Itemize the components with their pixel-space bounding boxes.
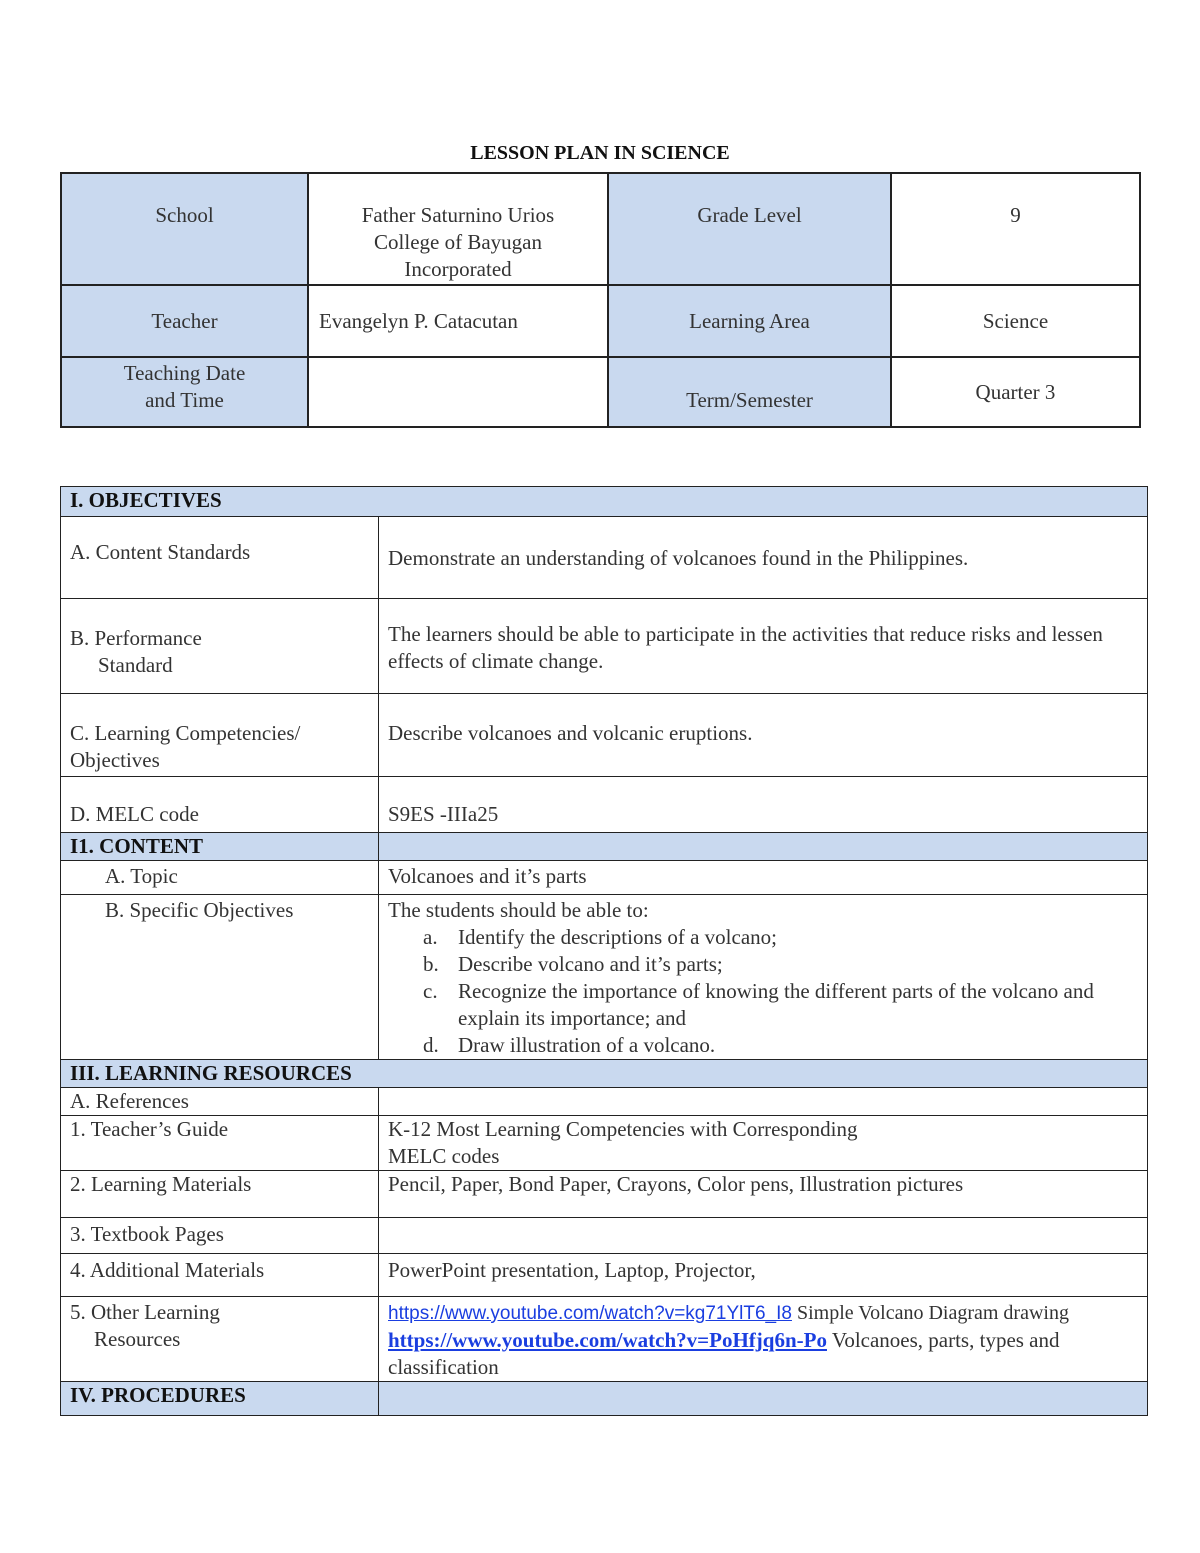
specific-objectives-value-cell bbox=[379, 895, 1148, 1060]
topic-value-cell bbox=[379, 861, 1148, 895]
page-title: LESSON PLAN IN SCIENCE bbox=[470, 142, 730, 164]
list-item bbox=[423, 1032, 1138, 1059]
teachers-guide-value-line-2: MELC codes bbox=[388, 1144, 500, 1168]
term-label-cell bbox=[608, 357, 891, 427]
melc-value: S9ES -IIIa25 bbox=[388, 802, 499, 826]
content-heading-cell bbox=[61, 833, 379, 861]
grade-value-cell bbox=[891, 173, 1140, 285]
term-label: Term/Semester bbox=[686, 388, 813, 412]
list-item-text: Draw illustration of a volcano. bbox=[458, 1033, 716, 1057]
date-label-cell bbox=[61, 357, 308, 427]
list-marker: d. bbox=[423, 1033, 439, 1057]
performance-label-line-2: Standard bbox=[98, 653, 173, 677]
school-label-cell bbox=[61, 173, 308, 285]
references-label-cell bbox=[61, 1088, 379, 1116]
area-value-cell bbox=[891, 285, 1140, 357]
list-marker: b. bbox=[423, 952, 439, 976]
specific-objectives-label: B. Specific Objectives bbox=[105, 898, 294, 922]
melc-label: D. MELC code bbox=[70, 802, 199, 826]
term-value: Quarter 3 bbox=[975, 379, 1056, 404]
school-label: School bbox=[155, 203, 214, 227]
school-value-cell bbox=[308, 173, 608, 285]
school-value-line-3: Incorporated bbox=[404, 257, 512, 281]
list-marker: c. bbox=[423, 979, 438, 1003]
competencies-value: Describe volcanoes and volcanic eruptions. bbox=[388, 721, 753, 745]
learning-materials-label: 2. Learning Materials bbox=[70, 1172, 252, 1196]
topic-label: A. Topic bbox=[105, 864, 178, 888]
additional-materials-label: 4. Additional Materials bbox=[70, 1258, 265, 1282]
additional-materials-value-cell bbox=[379, 1254, 1148, 1297]
procedures-heading-cell bbox=[61, 1382, 379, 1416]
other-resources-label-line-1: 5. Other Learning bbox=[70, 1300, 220, 1324]
youtube-link-1[interactable]: https://www.youtube.com/watch?v=kg71YlT6_I8 bbox=[388, 1303, 792, 1324]
topic-label-cell bbox=[61, 861, 379, 895]
grade-label-cell bbox=[608, 173, 891, 285]
competencies-label: C. Learning Competencies/ Objectives bbox=[70, 721, 301, 772]
list-item bbox=[423, 924, 1138, 951]
content-standards-label: A. Content Standards bbox=[70, 540, 251, 564]
list-item-text: Identify the descriptions of a volcano; bbox=[458, 925, 777, 949]
references-label: A. References bbox=[70, 1089, 189, 1113]
objectives-heading: I. OBJECTIVES bbox=[70, 488, 222, 512]
specific-objectives-list bbox=[388, 924, 1138, 1059]
list-item-text: Recognize the importance of knowing the different parts of the volcano and explain its importance; and bbox=[458, 979, 1094, 1030]
specific-objectives-label-cell bbox=[61, 895, 379, 1060]
objectives-heading-cell bbox=[61, 487, 1148, 517]
list-item bbox=[423, 978, 1138, 1032]
learning-materials-value: Pencil, Paper, Bond Paper, Crayons, Color pens, Illustration pictures bbox=[388, 1172, 964, 1196]
teacher-label: Teacher bbox=[151, 308, 218, 333]
content-standards-value: Demonstrate an understanding of volcanoes found in the Philippines. bbox=[388, 546, 969, 570]
teachers-guide-value-line-1: K-12 Most Learning Competencies with Corresponding bbox=[388, 1117, 858, 1141]
youtube-link-2-description: Volcanoes, parts, types and classification bbox=[388, 1328, 1060, 1379]
competencies-label-cell bbox=[61, 694, 379, 777]
area-value: Science bbox=[982, 308, 1049, 333]
date-label-line-1: Teaching Date bbox=[123, 361, 246, 385]
melc-label-cell bbox=[61, 777, 379, 833]
term-value-cell bbox=[891, 357, 1140, 427]
other-resources-label-cell bbox=[61, 1297, 379, 1382]
textbook-pages-value-cell bbox=[379, 1218, 1148, 1254]
header-table bbox=[60, 172, 1141, 428]
lesson-plan-table bbox=[60, 486, 1148, 1416]
references-value-cell bbox=[379, 1088, 1148, 1116]
learning-materials-label-cell bbox=[61, 1171, 379, 1218]
performance-value-cell bbox=[379, 599, 1148, 694]
date-label-line-2: and Time bbox=[145, 388, 224, 412]
melc-value-cell bbox=[379, 777, 1148, 833]
list-item bbox=[423, 951, 1138, 978]
performance-label-line-1: B. Performance bbox=[70, 626, 202, 650]
area-label: Learning Area bbox=[689, 308, 810, 333]
specific-objectives-intro: The students should be able to: bbox=[388, 898, 649, 922]
teacher-value: Evangelyn P. Catacutan bbox=[319, 309, 518, 333]
additional-materials-label-cell bbox=[61, 1254, 379, 1297]
area-label-cell bbox=[608, 285, 891, 357]
textbook-pages-label-cell bbox=[61, 1218, 379, 1254]
school-value-line-1: Father Saturnino Urios bbox=[361, 203, 555, 227]
other-resources-value-cell bbox=[379, 1297, 1148, 1382]
teachers-guide-value-cell bbox=[379, 1116, 1148, 1171]
topic-value: Volcanoes and it’s parts bbox=[388, 864, 587, 888]
procedures-heading: IV. PROCEDURES bbox=[70, 1383, 246, 1407]
content-heading: I1. CONTENT bbox=[70, 834, 204, 858]
teacher-label-cell bbox=[61, 285, 308, 357]
grade-value: 9 bbox=[1010, 203, 1021, 227]
resources-heading-cell bbox=[61, 1060, 1148, 1088]
performance-value: The learners should be able to participate in the activities that reduce risks and lessen effects of climate change. bbox=[388, 622, 1103, 673]
performance-label-cell bbox=[61, 599, 379, 694]
learning-materials-value-cell bbox=[379, 1171, 1148, 1218]
youtube-link-1-description: Simple Volcano Diagram drawing bbox=[791, 1302, 1069, 1324]
teachers-guide-label-cell bbox=[61, 1116, 379, 1171]
content-standards-value-cell bbox=[379, 517, 1148, 599]
additional-materials-value: PowerPoint presentation, Laptop, Projector, bbox=[388, 1258, 756, 1282]
resources-heading: III. LEARNING RESOURCES bbox=[70, 1061, 352, 1085]
date-value-cell bbox=[308, 357, 608, 427]
content-standards-label-cell bbox=[61, 517, 379, 599]
procedures-heading-blank-cell bbox=[379, 1382, 1148, 1416]
other-resources-label-line-2: Resources bbox=[94, 1327, 181, 1351]
teachers-guide-label: 1. Teacher’s Guide bbox=[70, 1117, 229, 1141]
textbook-pages-label: 3. Textbook Pages bbox=[70, 1222, 224, 1246]
list-marker: a. bbox=[423, 925, 438, 949]
school-value-line-2: College of Bayugan bbox=[374, 230, 542, 254]
grade-label: Grade Level bbox=[697, 203, 802, 227]
content-heading-blank-cell bbox=[379, 833, 1148, 861]
teacher-value-cell bbox=[308, 285, 608, 357]
competencies-value-cell bbox=[379, 694, 1148, 777]
youtube-link-2[interactable]: https://www.youtube.com/watch?v=PoHfjq6n-Po bbox=[388, 1328, 827, 1352]
list-item-text: Describe volcano and it’s parts; bbox=[458, 952, 723, 976]
